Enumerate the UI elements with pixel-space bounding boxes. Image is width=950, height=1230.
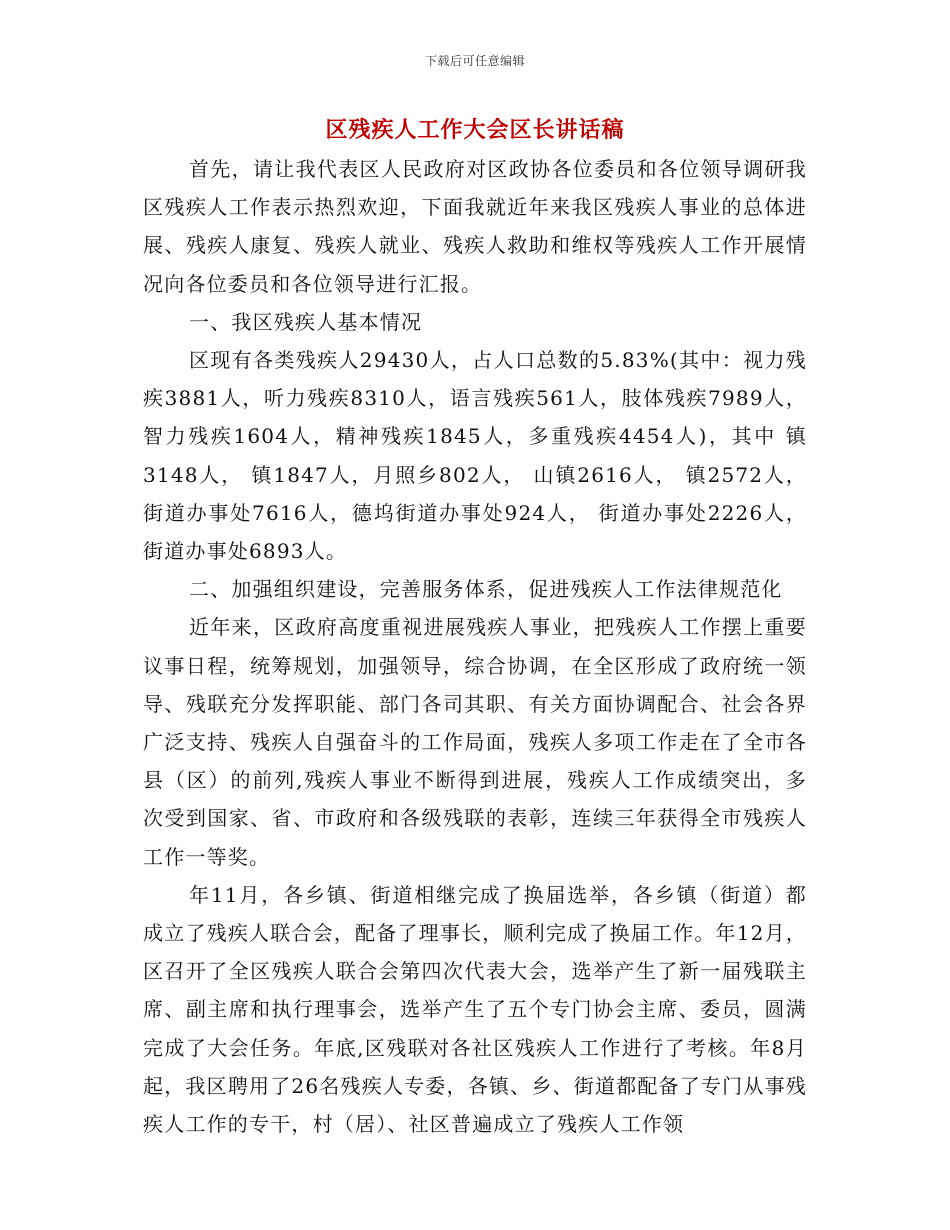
document-body	[143, 150, 807, 1143]
section-heading-organization: 二、加强组织建设，完善服务体系，促进残疾人工作法律规范化	[189, 577, 783, 602]
paragraph-statistics: 区现有各类残疾人29430人，占人口总数的5.83%(其中：视力残疾3881人，听力残疾8310人，语言残疾561人，肢体残疾7989人，智力残疾1604人，精神残疾1845人，多重残疾4454人)，其中 镇3148人， 镇1847人，月照乡802人， 山镇2616人， 镇2572人， 街道办事处7616人，德坞街道办事处924人， 街道办事处2226人， 街道办事处6893人。	[143, 348, 807, 564]
paragraph-election: 年11月，各乡镇、街道相继完成了换届选举，各乡镇（街道）都成立了残疾人联合会，配备了理事长，顺利完成了换届工作。年12月，区召开了全区残疾人联合会第四次代表大会，选举产生了新一届残联主席、副主席和执行理事会，选举产生了五个专门协会主席、委员，圆满完成了大会任务。年底,区残联对各社区残疾人工作进行了考核。年8月起，我区聘用了26名残疾人专委，各镇、乡、街道都配备了专门从事残疾人工作的专干，村（居）、社区普遍成立了残疾人工作领	[143, 882, 807, 1137]
paragraph-intro: 首先，请让我代表区人民政府对区政协各位委员和各位领导调研我区残疾人工作表示热烈欢迎，下面我就近年来我区残疾人事业的总体进展、残疾人康复、残疾人就业、残疾人救助和维权等残疾人工作开展情况向各位委员和各位领导进行汇报。	[143, 157, 807, 296]
document-title: 区残疾人工作大会区长讲话稿	[325, 117, 625, 143]
page-header-note: 下载后可任意编辑	[424, 54, 525, 68]
section-heading-basic-situation: 一、我区残疾人基本情况	[189, 309, 423, 334]
paragraph-government-work: 近年来，区政府高度重视进展残疾人事业，把残疾人工作摆上重要议事日程，统筹规划，加强领导，综合协调，在全区形成了政府统一领导、残联充分发挥职能、部门各司其职、有关方面协调配合、社会各界广泛支持、残疾人自强奋斗的工作局面，残疾人多项工作走在了全市各县（区）的前列,残疾人事业不断得到进展，残疾人工作成绩突出，多次受到国家、省、市政府和各级残联的表彰，连续三年获得全市残疾人工作一等奖。	[143, 615, 807, 869]
